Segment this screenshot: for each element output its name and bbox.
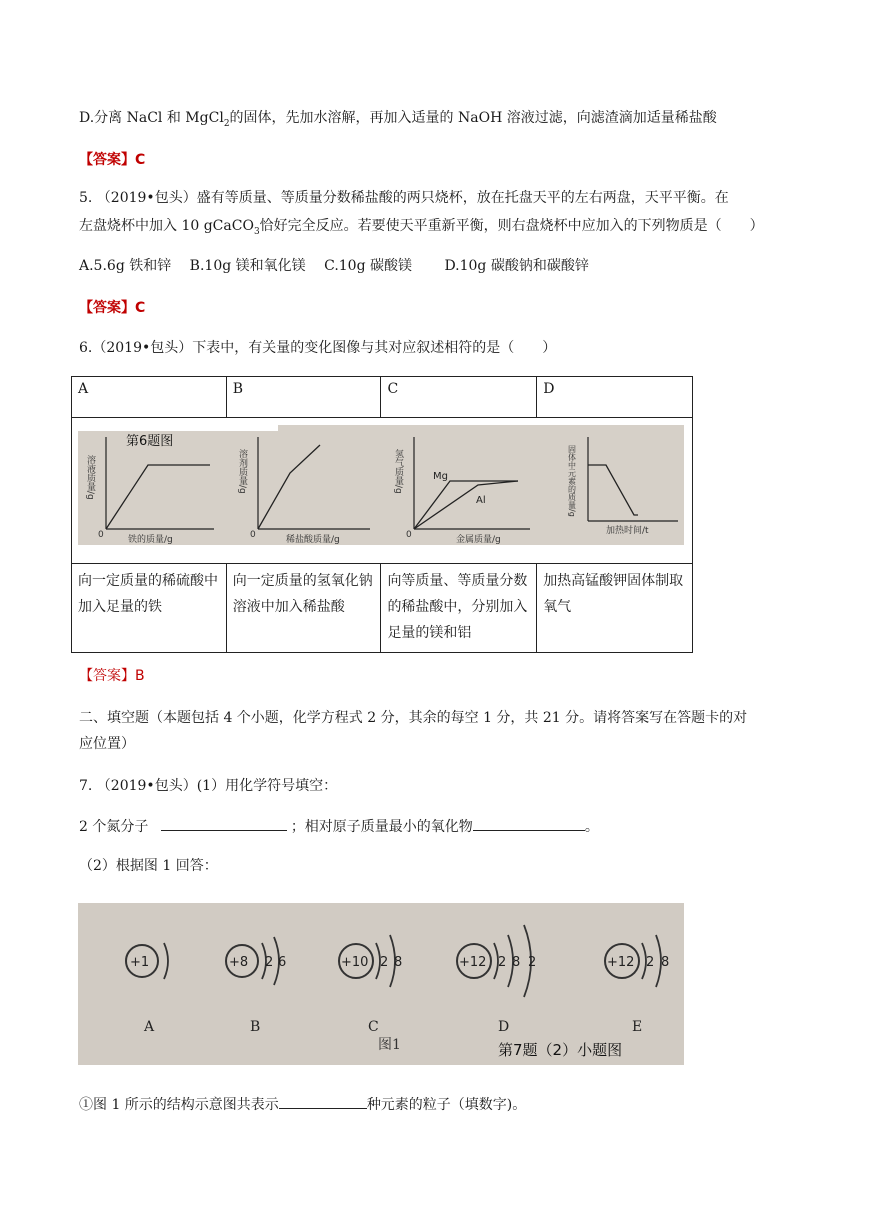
q5-stem-line2 (79, 216, 764, 242)
option-d-text-b: 的固体，先加水溶解，再加入适量的 NaOH 溶液过滤，向滤渣滴加适量稀盐酸 (229, 110, 717, 126)
atom-d-shell-2: 8 (512, 955, 521, 970)
q7-blank-end: 。 (584, 819, 599, 835)
q7-blank-a-label: 2 个氮分子 (79, 819, 149, 835)
graph-row (72, 418, 693, 564)
q5-stem-line1: 5. （2019•包头）盛有等质量、等质量分数稀盐酸的两只烧杯，放在托盘天平的左右两盘，天平平衡。在 (79, 190, 729, 206)
section2-line2: 应位置） (79, 736, 135, 752)
atom-e-letter: E (632, 1019, 643, 1035)
graph-c-xlabel: 金属质量/g (456, 535, 501, 545)
svg-text:0: 0 (250, 530, 256, 540)
atom-d-letter: D (498, 1019, 510, 1035)
atom-c-shell-2: 8 (394, 955, 403, 970)
q6-graph-photo (78, 425, 684, 545)
q6-figure-caption: 第6题图 (126, 434, 174, 449)
q7-blank-sep: ；相对原子质量最小的氧化物 (290, 819, 473, 835)
atom-d-shell-3: 2 (528, 955, 537, 970)
q7-part2: （2）根据图 1 回答： (79, 858, 218, 874)
atom-b-nucleus: +8 (229, 955, 249, 970)
atom-d-shell-1: 2 (498, 955, 507, 970)
desc-c: 向等质量、等质量分数的稀盐酸中，分别加入足量的镁和铝 (381, 564, 537, 653)
graph-b-xlabel: 稀盐酸质量/g (286, 535, 340, 545)
atom-c-shell-1: 2 (380, 955, 389, 970)
option-d-subscript: 2 (223, 118, 230, 129)
desc-a: 向一定质量的稀硫酸中加入足量的铁 (72, 564, 227, 653)
option-d-line (79, 108, 717, 134)
desc-d: 加热高锰酸钾固体制取氧气 (537, 564, 693, 653)
atom-c-letter: C (368, 1019, 379, 1035)
graph-a-xlabel: 铁的质量/g (128, 535, 173, 545)
section2-line1: 二、填空题（本题包括 4 个小题，化学方程式 2 分，其余的每空 1 分，共 21 分。请将答案写在答题卡的对 (79, 710, 748, 726)
figure-1-label: 第7题（2）小题图 (498, 1041, 623, 1059)
answer-q4: 【答案】C (79, 152, 146, 168)
answer-q6: 【答案】B (79, 668, 145, 684)
q7-sub1-text-a: ①图 1 所示的结构示意图共表示 (79, 1097, 279, 1113)
answer-q5: 【答案】C (79, 300, 146, 316)
q5-subscript: 3 (253, 226, 260, 237)
q7-blank-2[interactable] (473, 816, 585, 831)
col-header-a: A (72, 377, 227, 418)
atom-b-shell-1: 2 (265, 955, 274, 970)
atom-e-nucleus: +12 (607, 955, 635, 970)
q6-graphs-svg (78, 425, 684, 545)
q5-stem-text-b: 恰好完全反应。若要使天平重新平衡，则右盘烧杯中应加入的下列物质是（ ） (259, 218, 764, 234)
graph-a-ylabel: 溶液质量/g (85, 455, 95, 500)
graph-b-ylabel: 溶剂质量/g (237, 449, 247, 494)
q7-blanks-line (79, 816, 599, 837)
q7-blank-1[interactable] (161, 816, 287, 831)
graph-c-ylabel: 氢气质量/g (393, 449, 403, 494)
graph-d-xlabel: 加热时间/t (606, 526, 649, 536)
atom-d-nucleus: +12 (459, 955, 487, 970)
atom-a-nucleus: +1 (130, 955, 150, 970)
atom-b-letter: B (250, 1019, 261, 1035)
q5-stem-text-a: 左盘烧杯中加入 10 gCaCO (79, 218, 254, 234)
svg-text:0: 0 (98, 530, 104, 540)
svg-text:0: 0 (406, 530, 412, 540)
col-header-b: B (226, 377, 381, 418)
atom-e-shell-2: 8 (661, 955, 670, 970)
q7-sub1-text-b: 种元素的粒子（填数字)。 (366, 1097, 527, 1113)
q7-sub1-blank[interactable] (279, 1094, 367, 1109)
atom-e-shell-1: 2 (646, 955, 655, 970)
desc-b: 向一定质量的氢氧化钠溶液中加入稀盐酸 (226, 564, 381, 653)
figure-1-photo (78, 903, 684, 1065)
col-header-c: C (381, 377, 537, 418)
figure-1-svg (78, 903, 684, 1065)
graph-c-al-label: Al (476, 495, 486, 506)
q5-options: A.5.6g 铁和锌 B.10g 镁和氧化镁 C.10g 碳酸镁 D.10g 碳酸钠和碳酸锌 (79, 258, 589, 274)
q6-table (71, 376, 693, 653)
graph-d-ylabel: 固体中元素的质量/g (567, 445, 577, 517)
q7-sub1-line (79, 1094, 526, 1115)
atom-a-letter: A (144, 1019, 155, 1035)
figure-1-caption: 图1 (378, 1037, 401, 1053)
option-d-text-a: D.分离 NaCl 和 MgCl (79, 110, 224, 126)
q6-stem: 6.（2019•包头）下表中，有关量的变化图像与其对应叙述相符的是（ ） (79, 340, 557, 356)
atom-b-shell-2: 6 (278, 955, 287, 970)
atom-c-nucleus: +10 (341, 955, 369, 970)
col-header-d: D (537, 377, 693, 418)
graph-c-mg-label: Mg (433, 471, 448, 482)
q7-stem: 7. （2019•包头）(1）用化学符号填空： (79, 778, 338, 794)
